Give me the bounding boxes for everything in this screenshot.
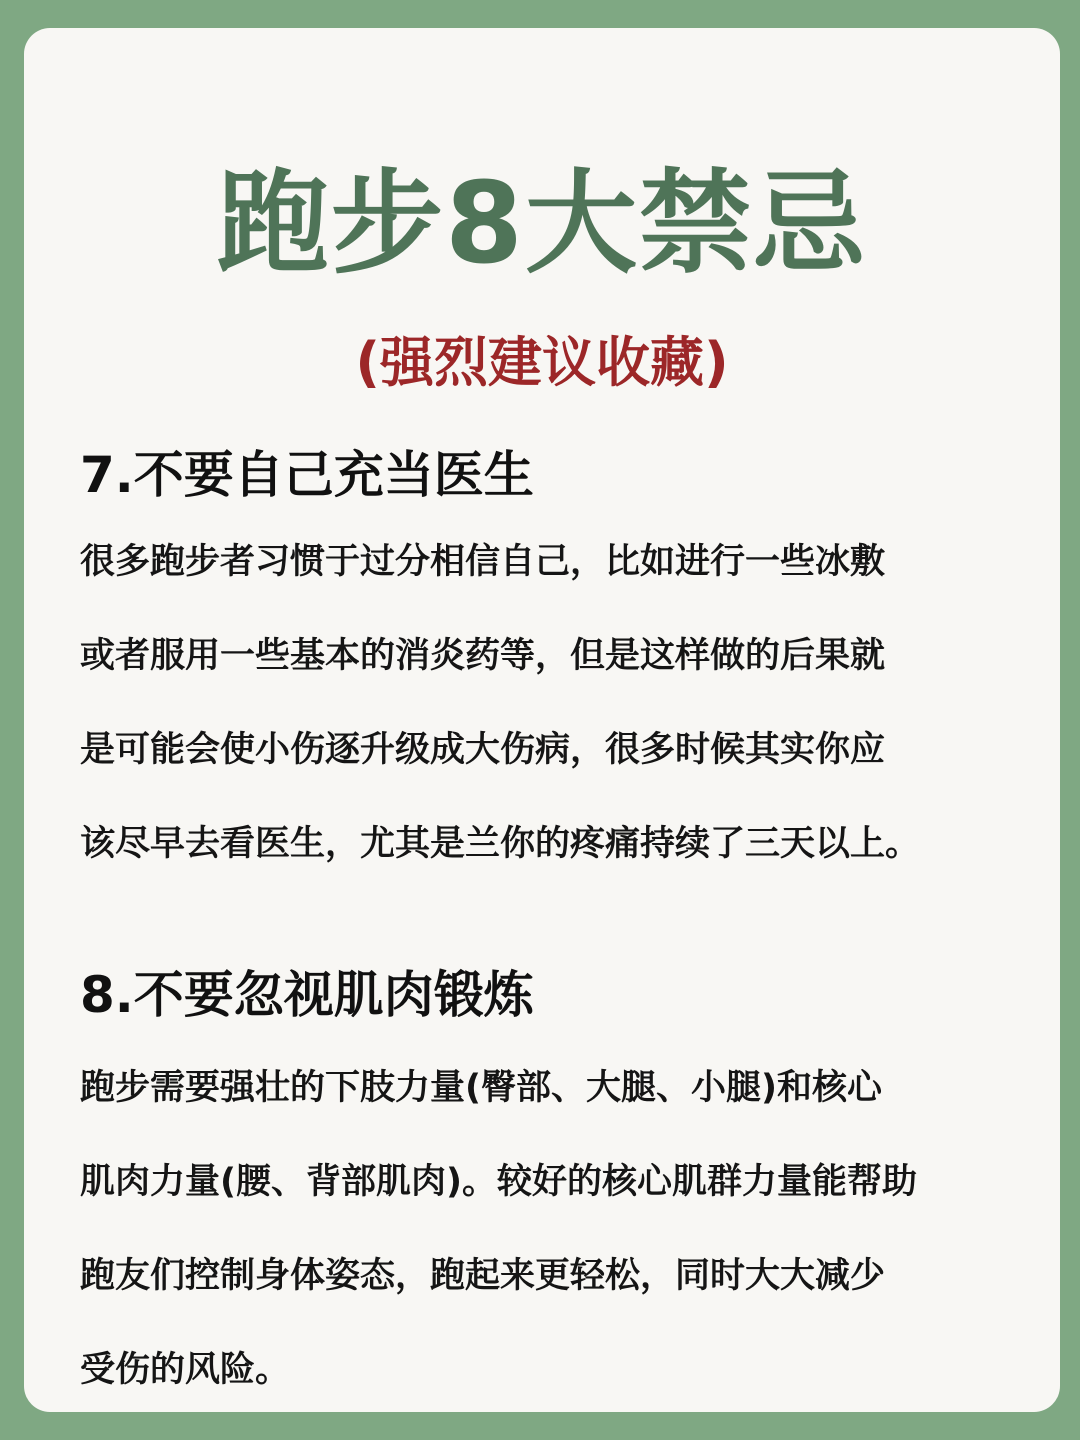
page-title: 跑步8大禁忌	[217, 159, 867, 289]
paragraph-line: 该尽早去看医生，尤其是兰你的疼痛持续了三天以上。	[80, 824, 921, 864]
content-card	[24, 28, 1060, 1412]
paragraph-line: 很多跑步者习惯于过分相信自己，比如进行一些冰敷	[80, 542, 886, 582]
paragraph-line: 跑步需要强壮的下肢力量(臀部、大腿、小腿)和核心	[80, 1068, 882, 1108]
page-subtitle: (强烈建议收藏)	[355, 331, 729, 394]
section-body-8	[80, 1041, 1030, 1417]
paragraph-line: 受伤的风险。	[80, 1350, 291, 1390]
section-heading-7: 7.不要自己充当医生	[80, 446, 534, 504]
paragraph-line: 跑友们控制身体姿态，跑起来更轻松，同时大大减少	[80, 1256, 886, 1296]
paragraph-line: 肌肉力量(腰、背部肌肉)。较好的核心肌群力量能帮助	[80, 1162, 917, 1202]
paragraph-line: 是可能会使小伤逐升级成大伤病，很多时候其实你应	[80, 730, 886, 770]
paragraph-line: 或者服用一些基本的消炎药等，但是这样做的后果就	[80, 636, 886, 676]
section-heading-8: 8.不要忽视肌肉锻炼	[80, 966, 534, 1024]
section-body-7	[80, 515, 1030, 891]
